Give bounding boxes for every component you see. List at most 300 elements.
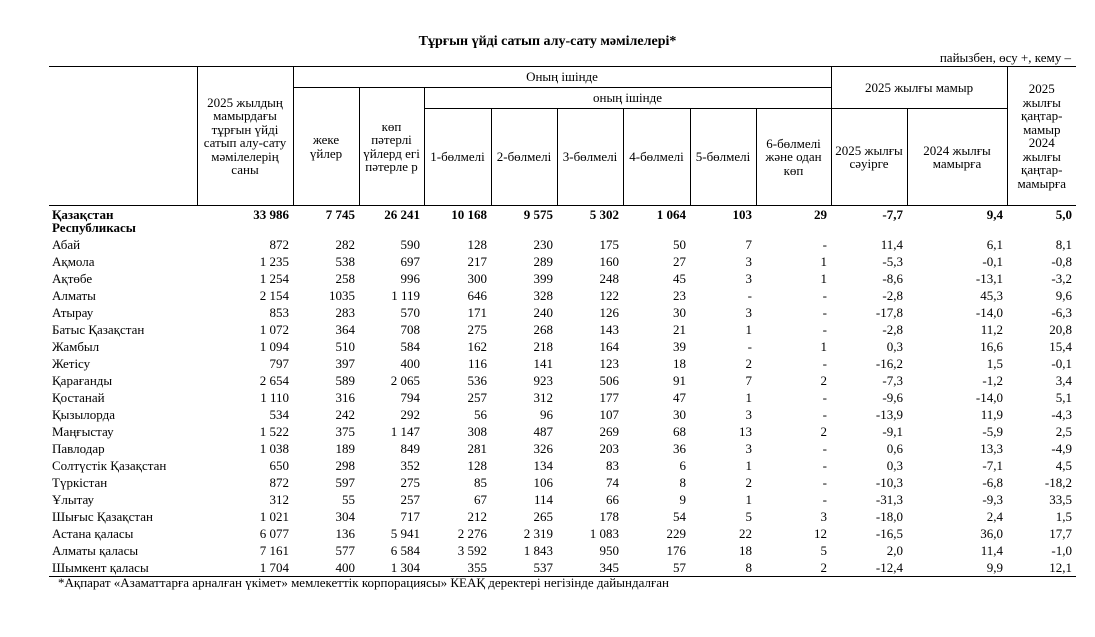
footnote: *Ақпарат «Азаматтарға арналған үкімет» мемлекеттік корпорациясы» КЕАҚ деректері негізінде дайындалған — [58, 575, 669, 590]
jan-may-cell: 8,1 — [1055, 236, 1073, 252]
jan-may-cell: 9,6 — [1055, 287, 1073, 303]
region-cell: Қостанай — [52, 389, 105, 405]
room2-cell: 312 — [533, 389, 553, 405]
room1-cell: 128 — [467, 236, 487, 252]
room4-cell: 21 — [673, 321, 686, 337]
room6-cell: - — [822, 355, 827, 371]
table-row — [49, 542, 1076, 559]
room6-cell: 2 — [756, 559, 831, 577]
private-cell: 400 — [293, 559, 359, 577]
apts-cell: 570 — [400, 304, 420, 320]
vs-may-cell: 2,4 — [986, 508, 1004, 524]
room4-cell: 36 — [673, 440, 686, 456]
private-cell: 375 — [335, 423, 355, 439]
total-sales-header: 2025 жылдың мамырдағы тұрғын үйді сатып алу-сату мәмілелерің саны — [197, 67, 293, 206]
private-cell: 258 — [335, 270, 355, 286]
apts-cell: 257 — [400, 491, 420, 507]
room1-cell: 56 — [474, 406, 487, 422]
apts-cell: 26 241 — [384, 207, 420, 222]
room6-cell: - — [822, 389, 827, 405]
room4-cell: 1 064 — [656, 207, 686, 222]
room3-cell: 164 — [599, 338, 619, 354]
vs-may-cell: -7,1 — [982, 457, 1004, 473]
vs-apr-cell: -31,3 — [875, 491, 903, 507]
region-cell: Астана қаласы — [52, 525, 134, 541]
room6-cell: - — [822, 304, 827, 320]
total-cell: 7 161 — [259, 542, 289, 558]
room2-cell: 9 575 — [523, 207, 553, 222]
room2-cell: 265 — [533, 508, 553, 524]
room1-cell: 355 — [424, 559, 491, 577]
total-cell: 312 — [269, 491, 289, 507]
jan-may-cell: -0,8 — [1051, 253, 1073, 269]
room3-cell: 74 — [606, 474, 619, 490]
vs-may-cell: -14,0 — [975, 304, 1004, 320]
vs-apr-cell: -17,8 — [875, 304, 903, 320]
including-header: Оның ішінде — [293, 67, 831, 88]
table-row — [49, 270, 1076, 287]
private-houses-header: жеке үйлер — [293, 88, 359, 206]
vs-apr-cell: -13,9 — [875, 406, 903, 422]
total-cell: 1 038 — [259, 440, 289, 456]
table-row — [49, 321, 1076, 338]
room6-cell: 3 — [820, 508, 827, 524]
vs-may-cell: 13,3 — [980, 440, 1004, 456]
private-cell: 397 — [335, 355, 355, 371]
region-cell: Солтүстік Қазақстан — [52, 457, 167, 473]
room1-cell: 212 — [467, 508, 487, 524]
private-cell: 1035 — [329, 287, 355, 303]
total-cell: 534 — [269, 406, 289, 422]
apts-cell: 590 — [400, 236, 420, 252]
jan-may-cell: 2,5 — [1055, 423, 1073, 439]
room5-cell: 3 — [745, 304, 752, 320]
room2-cell: 923 — [533, 372, 553, 388]
room6-cell: - — [822, 440, 827, 456]
table-row — [49, 406, 1076, 423]
total-cell: 1 072 — [259, 321, 289, 337]
region-cell: Түркістан — [52, 474, 108, 490]
room3-cell: 66 — [606, 491, 619, 507]
room5-cell: 103 — [732, 207, 752, 222]
jan-may-cell: 3,4 — [1055, 372, 1073, 388]
room1-cell: 171 — [467, 304, 487, 320]
room2-cell: 2 319 — [523, 525, 553, 541]
room6-cell: 5 — [820, 542, 827, 558]
apts-cell: 292 — [400, 406, 420, 422]
total-cell: 2 654 — [259, 372, 289, 388]
region-cell: Қазақстан Республикасы — [52, 207, 136, 235]
vs-apr-cell: -18,0 — [875, 508, 903, 524]
room3-cell: 506 — [599, 372, 619, 388]
room6-cell: 1 — [820, 338, 827, 354]
region-cell: Алматы — [52, 287, 96, 303]
vs-may-cell: -5,9 — [982, 423, 1004, 439]
jan-may-cell: 1,5 — [1055, 508, 1073, 524]
room6-cell: - — [822, 474, 827, 490]
room3-cell: 178 — [599, 508, 619, 524]
vs-may-cell: 9,4 — [986, 207, 1004, 222]
table-row — [49, 474, 1076, 491]
room1-cell: 281 — [467, 440, 487, 456]
region-cell: Павлодар — [52, 440, 105, 456]
room6-cell: 2 — [820, 372, 827, 388]
room6-cell: 12 — [814, 525, 827, 541]
room5-cell: 8 — [690, 559, 756, 577]
room5-cell: 3 — [745, 440, 752, 456]
total-cell: 1 235 — [259, 253, 289, 269]
private-cell: 589 — [335, 372, 355, 388]
room2-cell: 289 — [533, 253, 553, 269]
jan-may-cell: 5,0 — [1055, 207, 1073, 222]
room4-header: 4-бөлмелі — [623, 109, 690, 206]
room6-cell: - — [822, 491, 827, 507]
room1-cell: 300 — [467, 270, 487, 286]
room2-cell: 487 — [533, 423, 553, 439]
private-cell: 538 — [335, 253, 355, 269]
room2-cell: 328 — [533, 287, 553, 303]
vs-may-cell: -0,1 — [982, 253, 1004, 269]
room4-cell: 27 — [673, 253, 686, 269]
vs-may-cell: 11,4 — [980, 542, 1004, 558]
region-cell: Жамбыл — [52, 338, 100, 354]
total-cell: 650 — [269, 457, 289, 473]
private-cell: 364 — [335, 321, 355, 337]
apts-cell: 708 — [400, 321, 420, 337]
room5-cell: 7 — [745, 236, 752, 252]
room3-cell: 122 — [599, 287, 619, 303]
jan-may-cell: -1,0 — [1051, 542, 1073, 558]
room5-cell: 2 — [745, 355, 752, 371]
room5-cell: 2 — [745, 474, 752, 490]
room2-cell: 96 — [540, 406, 553, 422]
apts-cell: 1 304 — [359, 559, 424, 577]
room4-cell: 23 — [673, 287, 686, 303]
room3-cell: 1 083 — [589, 525, 619, 541]
table-row — [49, 559, 1076, 577]
room2-cell: 240 — [533, 304, 553, 320]
room1-cell: 536 — [467, 372, 487, 388]
total-cell: 872 — [269, 474, 289, 490]
private-cell: 282 — [335, 236, 355, 252]
room3-cell: 950 — [599, 542, 619, 558]
table-row-total — [49, 206, 1076, 237]
vs-apr-cell: -12,4 — [831, 559, 907, 577]
room6-cell: 1 — [820, 270, 827, 286]
total-cell: 872 — [269, 236, 289, 252]
apts-cell: 697 — [400, 253, 420, 269]
table-row — [49, 372, 1076, 389]
vs-apr-cell: -9,6 — [882, 389, 903, 405]
total-cell: 1 522 — [259, 423, 289, 439]
room5-cell: 1 — [745, 457, 752, 473]
vs-may-cell: 11,9 — [980, 406, 1004, 422]
apts-cell: 717 — [400, 508, 420, 524]
room3-cell: 143 — [599, 321, 619, 337]
table-row — [49, 491, 1076, 508]
vs-apr-cell: 0,3 — [886, 457, 903, 473]
room1-cell: 2 276 — [457, 525, 487, 541]
table-row — [49, 389, 1076, 406]
apts-cell: 794 — [400, 389, 420, 405]
units-note: пайызбен, өсу +, кему – — [939, 50, 1071, 65]
table-row — [49, 304, 1076, 321]
jan-may-cell: 20,8 — [1049, 321, 1073, 337]
room5-cell: 7 — [745, 372, 752, 388]
room3-cell: 107 — [599, 406, 619, 422]
room5-cell: 13 — [739, 423, 752, 439]
region-cell: Қарағанды — [52, 372, 113, 388]
region-cell: Маңғыстау — [52, 423, 114, 439]
table-body — [49, 206, 1076, 577]
region-cell: Шымкент қаласы — [49, 559, 197, 577]
private-cell: 136 — [335, 525, 355, 541]
total-cell: 853 — [269, 304, 289, 320]
apts-cell: 5 941 — [390, 525, 420, 541]
room4-cell: 30 — [673, 406, 686, 422]
jan-may-cell: -18,2 — [1044, 474, 1073, 490]
jan-may-cell: -0,1 — [1051, 355, 1073, 371]
table-row — [49, 338, 1076, 355]
private-cell: 242 — [335, 406, 355, 422]
vs-may-cell: -1,2 — [982, 372, 1004, 388]
room2-cell: 537 — [491, 559, 557, 577]
region-cell: Шығыс Қазақстан — [52, 508, 153, 524]
private-cell: 316 — [335, 389, 355, 405]
room6-cell: - — [822, 236, 827, 252]
apts-cell: 2 065 — [390, 372, 420, 388]
room3-cell: 5 302 — [589, 207, 619, 222]
apts-cell: 1 147 — [390, 423, 420, 439]
private-cell: 510 — [335, 338, 355, 354]
room1-cell: 116 — [467, 355, 487, 371]
jan-may-cell: -4,3 — [1051, 406, 1073, 422]
apts-cell: 849 — [400, 440, 420, 456]
table-row — [49, 236, 1076, 253]
room5-header: 5-бөлмелі — [690, 109, 756, 206]
table-row — [49, 508, 1076, 525]
vs-apr-cell: -2,8 — [882, 321, 903, 337]
region-cell: Абай — [52, 236, 81, 252]
room4-cell: 30 — [673, 304, 686, 320]
room1-cell: 646 — [467, 287, 487, 303]
apts-cell: 6 584 — [390, 542, 420, 558]
region-cell: Қызылорда — [52, 406, 115, 422]
vs-apr-cell: -7,7 — [882, 207, 903, 222]
room4-cell: 57 — [623, 559, 690, 577]
table-row — [49, 253, 1076, 270]
room3-cell: 126 — [599, 304, 619, 320]
room1-cell: 128 — [467, 457, 487, 473]
apts-cell: 352 — [400, 457, 420, 473]
total-cell: 1 254 — [259, 270, 289, 286]
room3-cell: 83 — [606, 457, 619, 473]
total-cell: 33 986 — [253, 207, 289, 222]
room6-cell: - — [822, 406, 827, 422]
table-title: Тұрғын үйді сатып алу-сату мәмілелері* — [418, 34, 677, 49]
apts-cell: 1 119 — [391, 287, 420, 303]
jan-may-cell: 4,5 — [1055, 457, 1073, 473]
room3-cell: 248 — [599, 270, 619, 286]
room2-cell: 134 — [533, 457, 553, 473]
private-cell: 55 — [342, 491, 355, 507]
room5-cell: 1 — [745, 321, 752, 337]
room1-cell: 67 — [474, 491, 487, 507]
jan-may-cell: -4,9 — [1051, 440, 1073, 456]
room6-cell: 2 — [820, 423, 827, 439]
room3-cell: 203 — [599, 440, 619, 456]
room4-cell: 50 — [673, 236, 686, 252]
of-which-header: оның ішінде — [424, 88, 831, 109]
vs-may-cell: 36,0 — [980, 525, 1004, 541]
room5-cell: 3 — [745, 406, 752, 422]
vs-may-cell: -6,8 — [982, 474, 1004, 490]
vs-may-cell: -9,3 — [982, 491, 1004, 507]
vs-may-cell: -13,1 — [975, 270, 1004, 286]
private-cell: 189 — [335, 440, 355, 456]
room3-cell: 160 — [599, 253, 619, 269]
total-cell: 1 021 — [259, 508, 289, 524]
room1-cell: 257 — [467, 389, 487, 405]
table-row — [49, 287, 1076, 304]
room2-cell: 218 — [533, 338, 553, 354]
vs-apr-2025-header: 2025 жылғы сәуірге — [831, 109, 907, 206]
table-row — [49, 457, 1076, 474]
vs-apr-cell: 11,4 — [880, 236, 903, 252]
apartments-header: көп пәтерлі үйлерд егі пәтерле р — [359, 88, 424, 206]
private-cell: 7 745 — [325, 207, 355, 222]
jan-may-cell: -3,2 — [1051, 270, 1073, 286]
room4-cell: 6 — [679, 457, 686, 473]
room3-cell: 177 — [599, 389, 619, 405]
room6-cell: 29 — [814, 207, 827, 222]
table-row — [49, 440, 1076, 457]
vs-apr-cell: -8,6 — [882, 270, 903, 286]
vs-apr-cell: -16,2 — [875, 355, 903, 371]
room2-cell: 1 843 — [523, 542, 553, 558]
vs-may-cell: 16,6 — [980, 338, 1004, 354]
table-row — [49, 525, 1076, 542]
room5-cell: - — [747, 287, 752, 303]
room5-cell: 1 — [745, 491, 752, 507]
region-header — [49, 67, 197, 206]
apts-cell: 584 — [400, 338, 420, 354]
vs-may-cell: 11,2 — [980, 321, 1004, 337]
room3-cell: 175 — [599, 236, 619, 252]
room4-cell: 54 — [673, 508, 686, 524]
vs-apr-cell: 2,0 — [886, 542, 903, 558]
room1-cell: 308 — [467, 423, 487, 439]
jan-may-cell: -6,3 — [1051, 304, 1073, 320]
vs-may-cell: -14,0 — [975, 389, 1004, 405]
total-cell: 1 094 — [259, 338, 289, 354]
vs-apr-cell: -5,3 — [882, 253, 903, 269]
room4-cell: 39 — [673, 338, 686, 354]
vs-apr-cell: -2,8 — [882, 287, 903, 303]
room2-cell: 399 — [533, 270, 553, 286]
room4-cell: 45 — [673, 270, 686, 286]
room1-cell: 85 — [474, 474, 487, 490]
room2-cell: 141 — [533, 355, 553, 371]
room1-cell: 10 168 — [451, 207, 487, 222]
total-cell: 6 077 — [259, 525, 289, 541]
vs-apr-cell: -10,3 — [875, 474, 903, 490]
room4-cell: 9 — [679, 491, 686, 507]
room5-cell: 3 — [745, 270, 752, 286]
vs-may-cell: 45,3 — [980, 287, 1004, 303]
vs-apr-cell: -7,3 — [882, 372, 903, 388]
jan-may-cell: 17,7 — [1049, 525, 1073, 541]
room1-cell: 275 — [467, 321, 487, 337]
room5-cell: 5 — [745, 508, 752, 524]
room4-cell: 8 — [679, 474, 686, 490]
region-cell: Ақтөбе — [52, 270, 93, 286]
room4-cell: 176 — [666, 542, 686, 558]
room2-header: 2-бөлмелі — [491, 109, 557, 206]
vs-may-cell: 1,5 — [986, 355, 1004, 371]
may-2025-header: 2025 жылғы мамыр — [831, 67, 1007, 109]
vs-apr-cell: -9,1 — [882, 423, 903, 439]
room1-cell: 162 — [467, 338, 487, 354]
region-cell: Атырау — [52, 304, 94, 320]
room2-cell: 268 — [533, 321, 553, 337]
private-cell: 283 — [335, 304, 355, 320]
room6-cell: - — [822, 321, 827, 337]
apts-cell: 996 — [400, 270, 420, 286]
room3-cell: 123 — [599, 355, 619, 371]
table-row — [49, 423, 1076, 440]
room5-cell: - — [747, 338, 752, 354]
jan-may-cell: 12,1 — [1007, 559, 1076, 577]
vs-may-2024-header: 2024 жылғы мамырға — [907, 109, 1007, 206]
region-cell: Батыс Қазақстан — [52, 321, 145, 337]
room5-cell: 22 — [739, 525, 752, 541]
total-cell: 797 — [269, 355, 289, 371]
private-cell: 577 — [335, 542, 355, 558]
private-cell: 597 — [335, 474, 355, 490]
private-cell: 298 — [335, 457, 355, 473]
total-cell: 1 110 — [260, 389, 289, 405]
apts-cell: 400 — [400, 355, 420, 371]
room5-cell: 3 — [745, 253, 752, 269]
room1-cell: 3 592 — [457, 542, 487, 558]
room4-cell: 18 — [673, 355, 686, 371]
room2-cell: 106 — [533, 474, 553, 490]
room2-cell: 326 — [533, 440, 553, 456]
table-row — [49, 355, 1076, 372]
room1-cell: 217 — [467, 253, 487, 269]
room4-cell: 68 — [673, 423, 686, 439]
jan-may-cell: 5,1 — [1055, 389, 1073, 405]
room3-cell: 345 — [557, 559, 623, 577]
room1-header: 1-бөлмелі — [424, 109, 491, 206]
room3-header: 3-бөлмелі — [557, 109, 623, 206]
region-cell: Жетісу — [52, 355, 91, 371]
jan-may-cell: 15,4 — [1049, 338, 1073, 354]
room4-cell: 47 — [673, 389, 686, 405]
room6-header: 6-бөлмелі және одан көп — [756, 109, 831, 206]
room6-cell: - — [822, 457, 827, 473]
total-cell: 2 154 — [259, 287, 289, 303]
vs-may-cell: 9,9 — [907, 559, 1007, 577]
private-cell: 304 — [335, 508, 355, 524]
housing-transactions-table — [49, 66, 1076, 577]
region-cell: Алматы қаласы — [52, 542, 139, 558]
vs-may-cell: 6,1 — [986, 236, 1004, 252]
apts-cell: 275 — [400, 474, 420, 490]
room4-cell: 91 — [673, 372, 686, 388]
jan-may-header: 2025 жылғы қаңтар-мамыр 2024 жылғы қаңтар-мамырға — [1007, 67, 1076, 206]
